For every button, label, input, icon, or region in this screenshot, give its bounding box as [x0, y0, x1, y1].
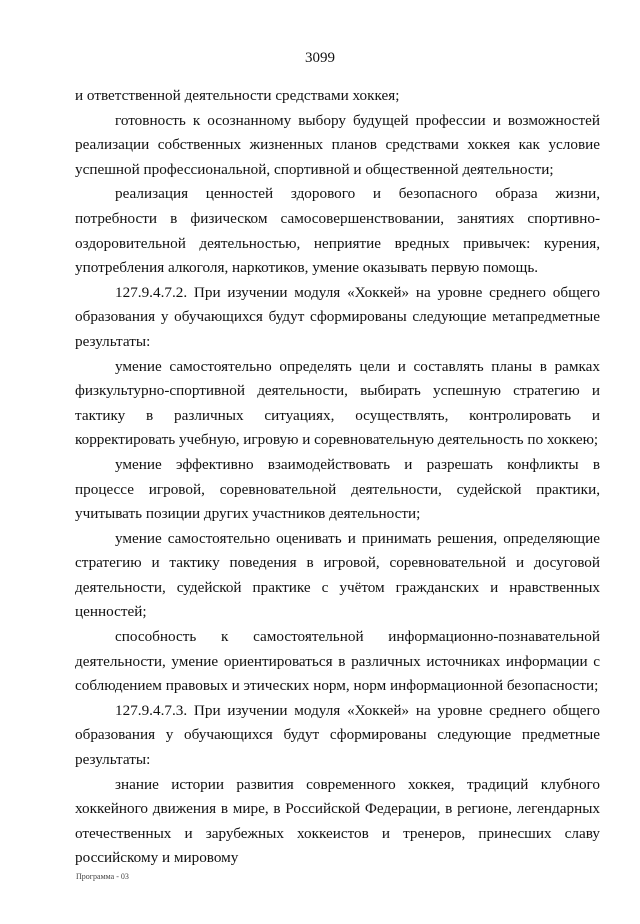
page-number: 3099 — [305, 50, 335, 66]
paragraph-decision-making: умение самостоятельно оценивать и принимать решения, определяющие стратегию и тактику поведения в игровой, соревновательной и досуговой деятельности, судейской практике с учётом гражданских и нравственных ценностей; — [75, 529, 600, 621]
paragraph-healthy-lifestyle: реализация ценностей здорового и безопасного образа жизни, потребности в физическом самосовершенствовании, занятиях спортивно-оздоровительной деятельностью, неприятие вредных привычек: курения, употребления алкоголя, наркотиков, умение оказывать первую помощь. — [75, 185, 600, 277]
paragraph-career-readiness: готовность к осознанному выбору будущей профессии и возможностей реализации собственных жизненных планов средствами хоккея как условие успешной профессиональной, спортивной и общественной деятельности; — [75, 111, 600, 178]
paragraph-section-127-9-4-7-2: 127.9.4.7.2. При изучении модуля «Хоккей» на уровне среднего общего образования у обучающихся будут сформированы следующие метапредметные результаты: — [75, 283, 600, 350]
paragraph-section-127-9-4-7-3: 127.9.4.7.3. При изучении модуля «Хоккей» на уровне среднего общего образования у обучающихся будут сформированы следующие предметные результаты: — [75, 701, 600, 769]
paragraph-goal-setting: умение самостоятельно определять цели и составлять планы в рамках физкультурно-спортивной деятельности, выбирать успешную стратегию и тактику в различных ситуациях, осуществлять, контролировать и корректировать учебную, игровую и соревновательную деятельность по хоккею; — [75, 357, 600, 449]
paragraph-interaction: умение эффективно взаимодействовать и разрешать конфликты в процессе игровой, соревновательной деятельности, судейской практики, учитывать позиции других участников деятельности; — [75, 455, 600, 523]
paragraph-information-ability: способность к самостоятельной информационно-познавательной деятельности, умение ориентироваться в различных источниках информации с соблюдением правовых и этических норм, норм информационной безопасности; — [75, 628, 600, 695]
paragraph-hockey-history: знание истории развития современного хоккея, традиций клубного хоккейного движения в мире, в Российской Федерации, в регионе, легендарных отечественных и зарубежных хоккеистов и тренеров, принесших славу российскому и мировому — [75, 775, 600, 867]
paragraph-continuation: и ответственной деятельности средствами хоккея; — [75, 87, 400, 104]
footer-mark: Программа - 03 — [76, 872, 129, 881]
document-body — [75, 84, 600, 871]
